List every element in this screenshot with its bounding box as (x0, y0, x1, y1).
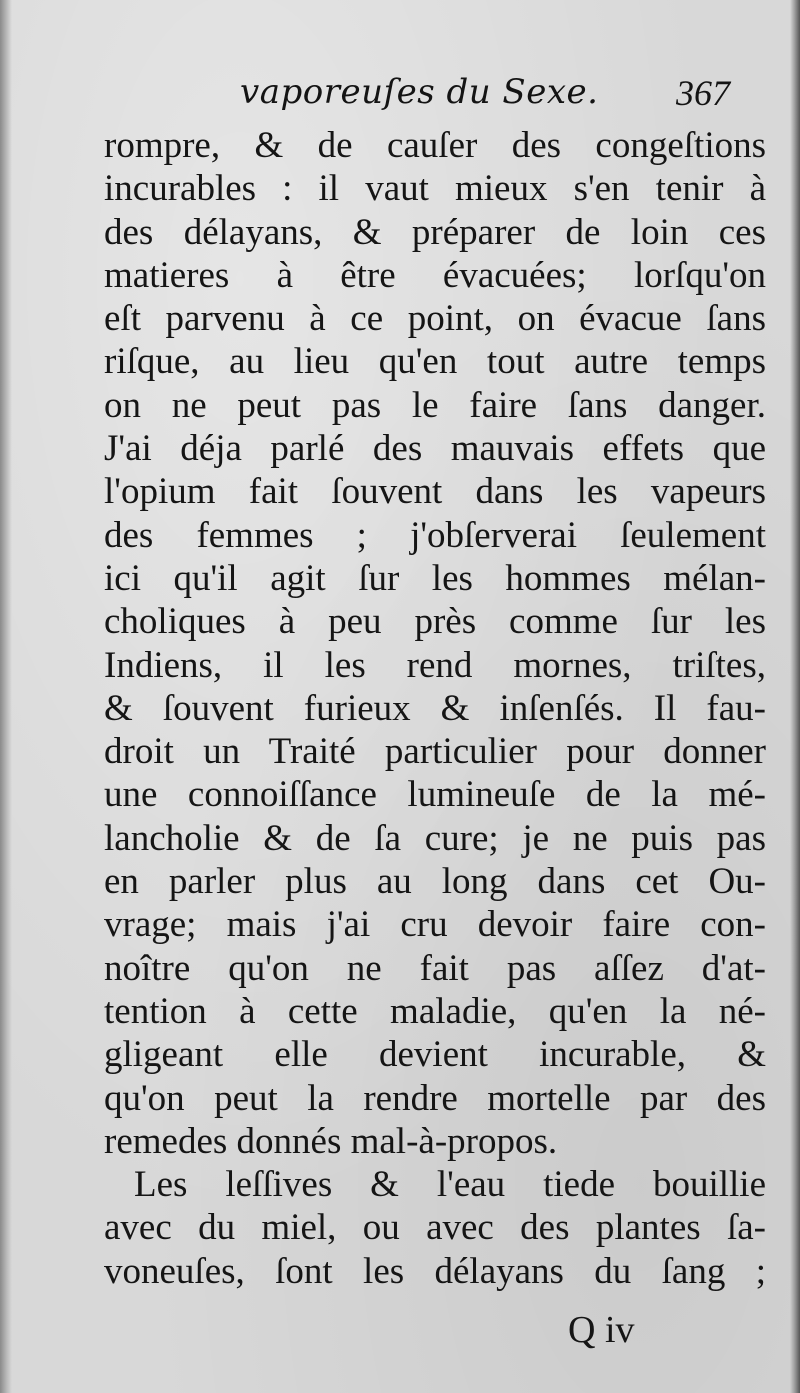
page-header (100, 72, 740, 122)
text-line: vrage; mais j'ai cru devoir faire con- (104, 904, 766, 946)
text-line: une connoiſſance lumineuſe de la mé- (104, 774, 766, 816)
text-line: noître qu'on ne fait pas aſſez d'at- (104, 947, 766, 989)
text-line: J'ai déja parlé des mauvais effets que (104, 428, 766, 470)
text-line: matieres à être évacuées; lorſqu'on (104, 254, 766, 296)
text-line: des délayans, & préparer de loin ces (104, 211, 766, 253)
text-line: Indiens, il les rend mornes, triſtes, (104, 644, 766, 686)
text-line: eſt parvenu à ce point, on évacue ſans (104, 298, 766, 340)
text-line: remedes donnés mal-à-propos. (104, 1120, 558, 1162)
page-number: 367 (676, 73, 730, 113)
text-line: en parler plus au long dans cet Ou- (104, 861, 766, 903)
page-left-edge-shadow (0, 0, 12, 1393)
body-text (104, 124, 766, 1293)
text-line: incurables : il vaut mieux s'en tenir à (104, 168, 766, 210)
text-line: des femmes ; j'obſerverai ſeulement (104, 514, 766, 556)
text-line: Les leſſives & l'eau tiede bouillie (134, 1164, 766, 1206)
text-line: droit un Traité particulier pour donner (104, 731, 766, 773)
text-line: choliques à peu près comme ſur les (104, 601, 766, 643)
text-line: riſque, au lieu qu'en tout autre temps (104, 341, 766, 383)
running-title: vaporeuſes du Sexe. (240, 72, 599, 112)
text-line: l'opium fait ſouvent dans les vapeurs (104, 471, 766, 513)
text-line: rompre, & de cauſer des congeſtions (104, 125, 766, 166)
text-line: qu'on peut la rendre mortelle par des (104, 1077, 766, 1119)
text-line: voneuſes, ſont les délayans du ſang ; (104, 1250, 766, 1292)
text-line: ici qu'il agit ſur les hommes mélan- (104, 557, 766, 599)
text-line: gligeant elle devient incurable, & (104, 1034, 766, 1076)
text-line: avec du miel, ou avec des plantes ſa- (104, 1207, 766, 1249)
page-right-edge-shadow (790, 0, 800, 1393)
text-line: tention à cette maladie, qu'en la né- (104, 990, 766, 1032)
text-line: & ſouvent furieux & inſenſés. Il fau- (104, 687, 766, 729)
signature-mark: Q iv (568, 1309, 635, 1351)
text-line: on ne peut pas le faire ſans danger. (104, 384, 766, 426)
text-line: lancholie & de ſa cure; je ne puis pas (104, 817, 766, 859)
